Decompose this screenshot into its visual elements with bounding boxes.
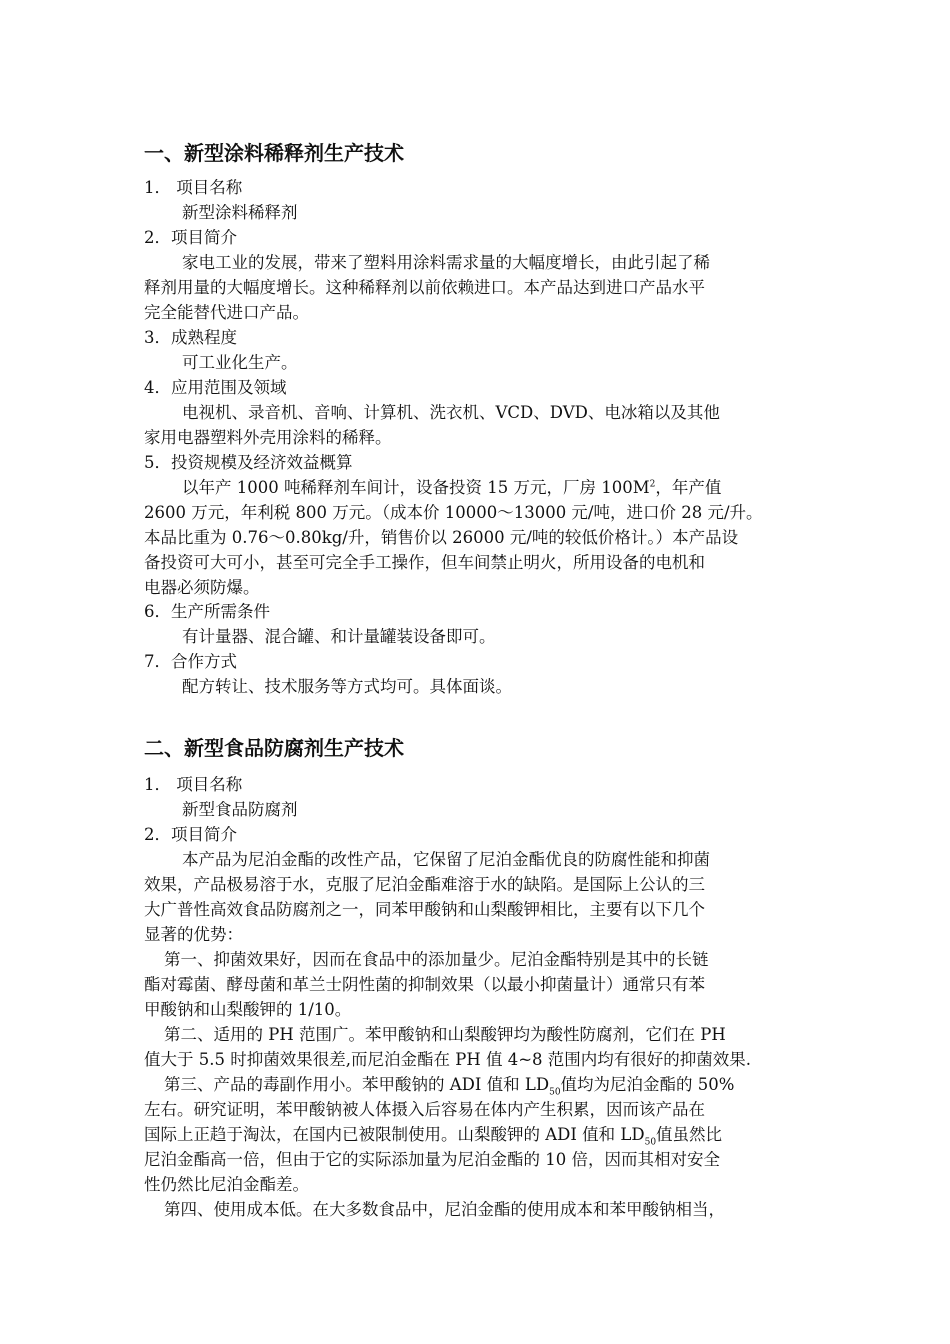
paragraph-line: 可工业化生产。 — [182, 353, 298, 372]
subscript: 50 — [644, 1137, 657, 1148]
paragraph-line: 完全能替代进口产品。 — [144, 303, 309, 322]
paragraph-line: 第一、抑菌效果好，因而在食品中的添加量少。尼泊金酯特别是其中的长链 — [164, 950, 709, 969]
item-heading: 3．成熟程度 — [144, 328, 237, 347]
paragraph-line: 第四、使用成本低。在大多数食品中，尼泊金酯的使用成本和苯甲酸钠相当， — [164, 1200, 725, 1219]
paragraph-line: 值大于 5.5 时抑菌效果很差,而尼泊金酯在 PH 值 4~8 范围内均有很好的抑菌效果. — [144, 1050, 752, 1069]
paragraph-line: 备投资可大可小，甚至可完全手工操作，但车间禁止明火，所用设备的电机和 — [144, 553, 705, 572]
paragraph-line: 有计量器、混合罐、和计量罐装设备即可。 — [182, 627, 496, 646]
paragraph-line — [182, 476, 721, 500]
paragraph-line: 家用电器塑料外壳用涂料的稀释。 — [144, 428, 392, 447]
subscript: 50 — [549, 1087, 561, 1098]
paragraph-line — [164, 1073, 734, 1097]
item-heading: 7．合作方式 — [144, 652, 237, 671]
item-heading: 2．项目简介 — [144, 825, 237, 844]
paragraph-line: 左右。研究证明，苯甲酸钠被人体摄入后容易在体内产生积累，因而该产品在 — [144, 1100, 705, 1119]
paragraph-line: 新型涂料稀释剂 — [182, 203, 298, 222]
text-segment: 以年产 1000 吨稀释剂车间计，设备投资 15 万元，厂房 100M — [182, 478, 650, 497]
paragraph-line: 效果，产品极易溶于水，克服了尼泊金酯难溶于水的缺陷。是国际上公认的三 — [144, 875, 705, 894]
item-heading: 5．投资规模及经济效益概算 — [144, 453, 353, 472]
paragraph-line: 电视机、录音机、音响、计算机、洗衣机、VCD、DVD、电冰箱以及其他 — [182, 403, 720, 422]
paragraph-line: 尼泊金酯高一倍，但由于它的实际添加量为尼泊金酯的 10 倍，因而其相对安全 — [144, 1150, 720, 1169]
item-heading: 1． 项目名称 — [144, 775, 243, 794]
paragraph-line: 酯对霉菌、酵母菌和革兰士阴性菌的抑制效果（以最小抑菌量计）通常只有苯 — [144, 975, 705, 994]
paragraph-line: 第二、适用的 PH 范围广。苯甲酸钠和山梨酸钾均为酸性防腐剂，它们在 PH — [164, 1025, 726, 1044]
section-title-2: 二、新型食品防腐剂生产技术 — [144, 736, 404, 760]
paragraph-line — [144, 1123, 722, 1147]
paragraph-line: 释剂用量的大幅度增长。这种稀释剂以前依赖进口。本产品达到进口产品水平 — [144, 278, 705, 297]
paragraph-line: 显著的优势： — [144, 925, 243, 944]
text-segment: 国际上正趋于淘汰，在国内已被限制使用。山梨酸钾的 ADI 值和 LD — [144, 1125, 645, 1144]
text-segment: 值虽然比 — [656, 1125, 723, 1144]
superscript: 2 — [649, 479, 656, 490]
paragraph-line: 本品比重为 0.76～0.80kg/升，销售价以 26000 元/吨的较低价格计。）本产品设 — [144, 528, 739, 547]
paragraph-line: 大广普性高效食品防腐剂之一，同苯甲酸钠和山梨酸钾相比，主要有以下几个 — [144, 900, 705, 919]
item-heading: 4．应用范围及领域 — [144, 378, 287, 397]
paragraph-line: 电器必须防爆。 — [144, 578, 260, 597]
item-heading: 2．项目简介 — [144, 228, 237, 247]
paragraph-line: 配方转让、技术服务等方式均可。具体面谈。 — [182, 677, 512, 696]
paragraph-line: 2600 万元，年利税 800 万元。（成本价 10000～13000 元/吨，进口价 28 元/升。 — [144, 503, 763, 522]
paragraph-line: 家电工业的发展，带来了塑料用涂料需求量的大幅度增长，由此引起了稀 — [182, 253, 710, 272]
item-heading: 6．生产所需条件 — [144, 602, 270, 621]
text-segment: 第三、产品的毒副作用小。苯甲酸钠的 ADI 值和 LD — [164, 1075, 550, 1094]
paragraph-line: 甲酸钠和山梨酸钾的 1/10。 — [144, 1000, 352, 1019]
section-title-1: 一、新型涂料稀释剂生产技术 — [144, 141, 404, 165]
item-heading: 1． 项目名称 — [144, 178, 243, 197]
paragraph-line: 本产品为尼泊金酯的改性产品，它保留了尼泊金酯优良的防腐性能和抑菌 — [182, 850, 710, 869]
text-segment: ，年产值 — [655, 478, 722, 497]
paragraph-line: 性仍然比尼泊金酯差。 — [144, 1175, 309, 1194]
text-segment: 值均为尼泊金酯的 50% — [560, 1075, 735, 1094]
paragraph-line: 新型食品防腐剂 — [182, 800, 298, 819]
